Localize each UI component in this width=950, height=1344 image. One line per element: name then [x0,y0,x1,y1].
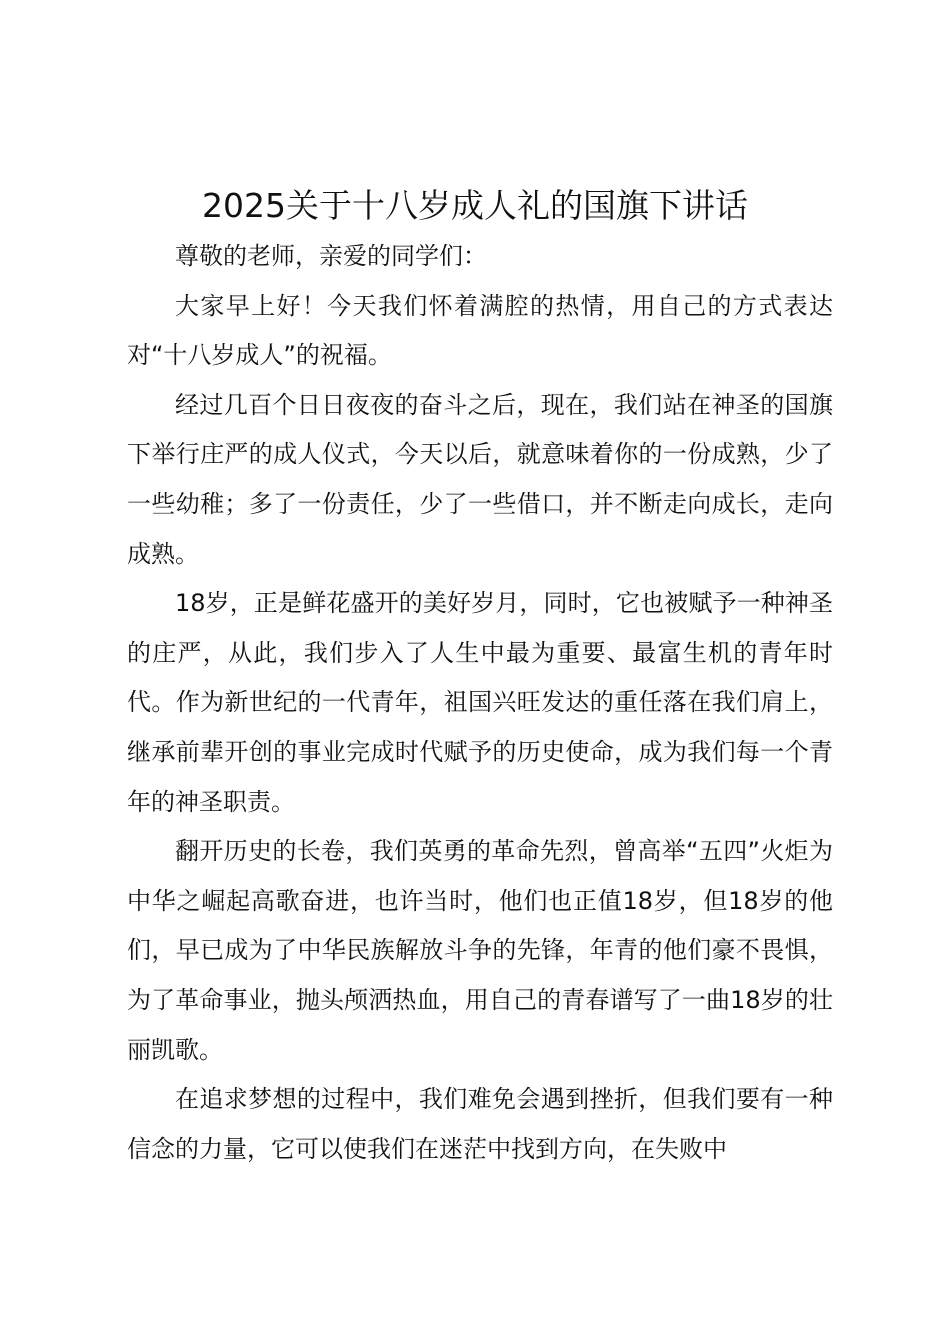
body-paragraph: 在追求梦想的过程中，我们难免会遇到挫折，但我们要有一种信念的力量，它可以使我们在迷茫中找到方向，在失败中 [127,1085,833,1163]
body-paragraph: 18岁，正是鲜花盛开的美好岁月，同时，它也被赋予一种神圣的庄严，从此，我们步入了人生中最为重要、最富生机的青年时代。作为新世纪的一代青年，祖国兴旺发达的重任落在我们肩上，继承前辈开创的事业完成时代赋予的历史使命，成为我们每一个青年的神圣职责。 [127,589,833,816]
body-paragraph: 翻开历史的长卷，我们英勇的革命先烈，曾高举“五四”火炬为中华之崛起高歌奋进，也许当时，他们也正值18岁，但18岁的他们，早已成为了中华民族解放斗争的先锋，年青的他们豪不畏惧，为了革命事业，抛头颅洒热血，用自己的青春谱写了一曲18岁的壮丽凯歌。 [127,837,833,1064]
body-paragraph: 经过几百个日日夜夜的奋斗之后，现在，我们站在神圣的国旗下举行庄严的成人仪式，今天以后，就意味着你的一份成熟，少了一些幼稚；多了一份责任，少了一些借口，并不断走向成长，走向成熟。 [127,390,833,568]
salutation-paragraph: 尊敬的老师，亲爱的同学们： [175,242,487,270]
body-paragraph: 大家早上好！今天我们怀着满腔的热情，用自己的方式表达对“十八岁成人”的祝福。 [127,291,833,370]
document-body [127,232,833,1174]
document-title: 2025关于十八岁成人礼的国旗下讲话 [202,186,748,225]
